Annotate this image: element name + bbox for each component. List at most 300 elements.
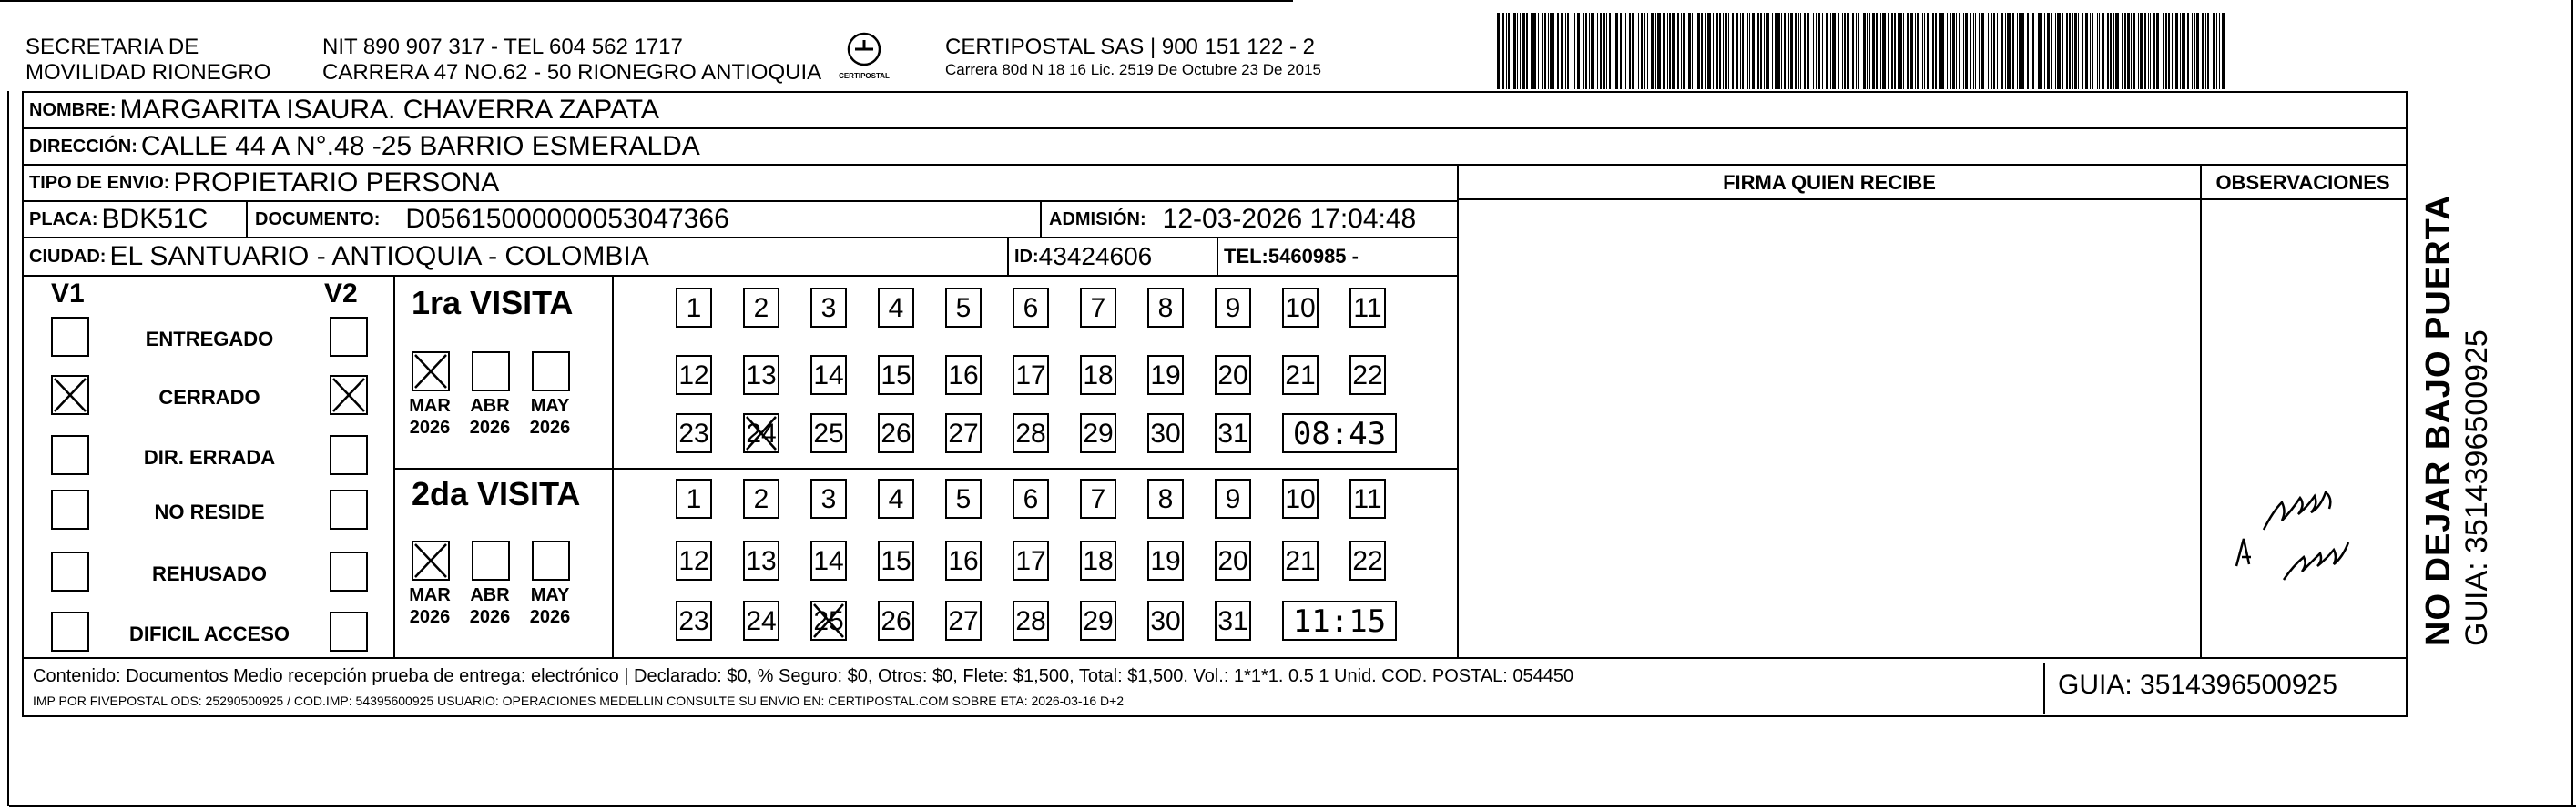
barcode-bar [2187,13,2189,89]
day-cross-mark [812,602,845,650]
barcode-bar [1832,13,1836,89]
barcode-bar [1502,13,1504,89]
barcode-bar [1991,13,1992,89]
day-box-7[interactable]: 7 [1080,479,1116,519]
documento-value: D05615000000053047366 [405,204,729,234]
barcode-bar [1818,13,1820,89]
barcode-bar [1804,13,1806,89]
placa-row [24,202,1457,238]
barcode-bar [1553,13,1554,89]
year-label: 2026 [409,607,451,627]
v1-checkbox-0[interactable] [51,317,89,357]
day-box-13[interactable]: 13 [743,541,779,581]
v2-checkbox-5[interactable] [330,612,368,652]
barcode-bar [2153,13,2155,89]
visit-1-title: 1ra VISITA [412,284,574,321]
admision-cell [1040,202,1457,237]
logo-text: CERTIPOSTAL [839,72,890,80]
day-box-9[interactable]: 9 [1215,479,1251,519]
barcode-bar [1952,13,1955,89]
barcode-bar [2074,13,2077,89]
barcode-bar [2124,13,2126,89]
barcode-bar [2038,13,2041,89]
day-box-5[interactable]: 5 [945,479,982,519]
barcode-bar [1924,13,1925,89]
day-box-7[interactable]: 7 [1080,288,1116,328]
barcode-bar [2165,13,2167,89]
day-box-22[interactable]: 22 [1349,541,1386,581]
v1-checkbox-2[interactable] [51,435,89,475]
day-box-31[interactable]: 31 [1215,413,1251,453]
barcode-bar [2044,13,2045,89]
barcode-bar [1740,13,1741,89]
barcode-bar [1565,13,1566,89]
barcode-bar [1880,13,1881,89]
month-checkbox-may[interactable] [532,351,570,391]
barcode-bar [1935,13,1937,89]
barcode-bar [1830,13,1831,89]
tel-label: TEL: [1224,245,1268,268]
barcode-bar [1517,13,1518,89]
day-box-10[interactable]: 10 [1282,479,1319,519]
tipo-value: PROPIETARIO PERSONA [173,167,500,197]
id-value: 43424606 [1038,242,1153,270]
documento-cell [248,204,1040,235]
barcode-bar [1899,13,1902,89]
visit-2-divider [612,470,614,657]
day-box-10[interactable]: 10 [1282,288,1319,328]
time-box[interactable]: 08:43 [1282,413,1397,453]
day-box-23[interactable]: 23 [676,413,712,453]
barcode-bar [1716,13,1718,89]
barcode-bar [2066,13,2068,89]
barcode-bar [1625,13,1626,89]
barcode-bar [2196,13,2199,89]
status-label: CERRADO [158,386,260,409]
barcode-bar [1542,13,1543,89]
day-box-12[interactable]: 12 [676,541,712,581]
status-label: DIFICIL ACCESO [128,623,290,645]
barcode-bar [1752,13,1755,89]
day-box-26[interactable]: 26 [878,413,914,453]
day-box-6[interactable]: 6 [1013,288,1049,328]
day-box-24[interactable]: 24 [743,601,779,641]
barcode-bar [1888,13,1889,89]
barcode-bar [1950,13,1951,89]
barcode-bar [2133,13,2135,89]
day-box-14[interactable]: 14 [810,355,847,395]
handwriting-signature [2200,348,2406,621]
day-box-19[interactable]: 19 [1147,355,1184,395]
day-box-20[interactable]: 20 [1215,355,1251,395]
side-line1: NO DEJAR BAJO PUERTA [2419,194,2458,646]
barcode-bar [1973,13,1974,89]
barcode-bar [1847,13,1849,89]
side-line2: GUIA: 3514396500925 [2459,329,2494,646]
v2-checkbox-1[interactable] [330,375,368,415]
barcode-bar [1981,13,1984,89]
barcode-bar [1574,13,1575,89]
barcode-bar [1615,13,1618,89]
barcode-bar [2150,13,2151,89]
barcode-bar [1959,13,1960,89]
v2-checkbox-0[interactable] [330,317,368,357]
v2-checkbox-3[interactable] [330,490,368,530]
footer [24,657,2406,715]
barcode-bar [1577,13,1580,89]
v2-checkbox-4[interactable] [330,552,368,592]
day-box-23[interactable]: 23 [676,601,712,641]
barcode-bar [1882,13,1886,89]
day-box-1[interactable]: 1 [676,288,712,328]
barcode-bar [1538,13,1539,89]
v1-checkbox-3[interactable] [51,490,89,530]
barcode-bar [1672,13,1675,89]
barcode-bar [2192,13,2193,89]
month-label: ABR [470,396,510,416]
day-box-4[interactable]: 4 [878,479,914,519]
month-checkbox-mar[interactable] [412,351,450,391]
barcode-bar [2047,13,2050,89]
day-box-3[interactable]: 3 [810,479,847,519]
year-label: 2026 [529,418,571,438]
barcode-bar [1681,13,1682,89]
month-checkbox-abr[interactable] [472,351,510,391]
barcode-bar [1826,13,1828,89]
day-box-8[interactable]: 8 [1147,288,1184,328]
barcode-bar [1747,13,1748,89]
barcode-bar [1795,13,1797,89]
day-box-8[interactable]: 8 [1147,479,1184,519]
day-box-18[interactable]: 18 [1080,541,1116,581]
day-box-12[interactable]: 12 [676,355,712,395]
month-checkbox-abr[interactable] [472,541,510,581]
barcode-bar [1903,13,1904,89]
barcode-bar [1766,13,1769,89]
barcode-bar [2078,13,2079,89]
guia-text: GUIA: 3514396500925 [2058,670,2337,700]
visit-1-divider [612,277,614,468]
barcode-bar [2107,13,2109,89]
v2-checkbox-2[interactable] [330,435,368,475]
month-label: MAY [530,396,570,416]
issuer-line1: SECRETARIA DE [25,35,199,59]
barcode-bar [2222,13,2225,89]
barcode-bar [2001,13,2003,89]
barcode-bar [1898,13,1899,89]
barcode-bar [2213,13,2215,89]
day-box-2[interactable]: 2 [743,479,779,519]
barcode-bar [1764,13,1765,89]
barcode-bar [2131,13,2132,89]
barcode-bar [2032,13,2034,89]
barcode-bar [2140,13,2143,89]
day-box-19[interactable]: 19 [1147,541,1184,581]
barcode-bar [1872,13,1875,89]
barcode-bar [1655,13,1656,89]
day-box-27[interactable]: 27 [945,413,982,453]
barcode-bar [1638,13,1639,89]
barcode-bar [1777,13,1780,89]
barcode-bar [2182,13,2185,89]
direccion-label: DIRECCIÓN: [29,136,137,157]
day-box-18[interactable]: 18 [1080,355,1116,395]
barcode-bar [1522,13,1525,89]
barcode-bar [1677,13,1679,89]
year-label: 2026 [529,607,571,627]
day-box-5[interactable]: 5 [945,288,982,328]
barcode-bar [1894,13,1896,89]
day-box-30[interactable]: 30 [1147,413,1184,453]
barcode-bar [1531,13,1532,89]
day-box-28[interactable]: 28 [1013,601,1049,641]
barcode-bar [1749,13,1750,89]
day-box-29[interactable]: 29 [1080,601,1116,641]
barcode-bar [1713,13,1714,89]
barcode-bar [1647,13,1648,89]
observaciones-column [2200,166,2406,657]
year-label: 2026 [469,607,511,627]
day-box-24[interactable]: 24 [743,413,779,453]
day-box-30[interactable]: 30 [1147,601,1184,641]
year-label: 2026 [409,418,451,438]
barcode-bar [2207,13,2209,89]
day-box-25[interactable]: 25 [810,601,847,641]
day-box-15[interactable]: 15 [878,355,914,395]
barcode-bar [2051,13,2052,89]
day-box-17[interactable]: 17 [1013,355,1049,395]
barcode-bar [2072,13,2073,89]
barcode-bar [1975,13,1976,89]
barcode-bar [1641,13,1643,89]
day-box-22[interactable]: 22 [1349,355,1386,395]
month-caption [402,395,457,439]
contenido-text: Contenido: Documentos Medio recepción prueba de entrega: electrónico | Declarado: $0, % Seguro: $0, Otros: $0, Flete: $1,500, Total: $1,500. Vol.: 1*1*1. 0.5 1 Unid. COD. POSTAL: 054450 [33,666,1574,686]
month-caption [523,395,577,439]
top-rule [0,0,1293,2]
barcode-bar [1597,13,1598,89]
barcode-bar [2041,13,2042,89]
month-caption [523,584,577,628]
company-block [945,35,1321,80]
barcode-bar [1620,13,1622,89]
barcode-bar [2115,13,2119,89]
barcode-bar [1932,13,1934,89]
month-checkbox-mar[interactable] [412,541,450,581]
id-cell [1007,238,1217,275]
day-box-3[interactable]: 3 [810,288,847,328]
ciudad-value: EL SANTUARIO - ANTIOQUIA - COLOMBIA [109,241,649,271]
barcode-bar [2127,13,2130,89]
guia-box [2043,663,2406,714]
barcode-bar [1822,13,1823,89]
barcode-bar [1775,13,1777,89]
barcode-bar [1707,13,1711,89]
status-label: DIR. ERRADA [143,446,276,469]
barcode-bar [1589,13,1590,89]
barcode-bar [1591,13,1594,89]
day-box-21[interactable]: 21 [1282,541,1319,581]
tipo-row [24,166,1457,202]
barcode-bar [1781,13,1782,89]
barcode-bar [1692,13,1693,89]
barcode-bar [1705,13,1706,89]
barcode-bar [1988,13,1989,89]
ciudad-label: CIUDAD: [29,246,107,267]
month-label: MAY [530,585,570,605]
day-box-16[interactable]: 16 [945,541,982,581]
firma-column [1457,166,2202,657]
barcode-bar [1506,13,1507,89]
barcode-bar [2055,13,2056,89]
placa-label: PLACA: [29,208,98,229]
month-label: MAR [409,585,451,605]
issuer-contact [322,35,821,86]
observaciones-label: OBSERVACIONES [2200,166,2406,200]
firma-label: FIRMA QUIEN RECIBE [1459,166,2200,200]
barcode-bar [2113,13,2114,89]
day-box-20[interactable]: 20 [1215,541,1251,581]
day-box-25[interactable]: 25 [810,413,847,453]
day-box-29[interactable]: 29 [1080,413,1116,453]
barcode-bar [2099,13,2100,89]
barcode-bar [2092,13,2093,89]
v1-checkbox-5[interactable] [51,612,89,652]
barcode-bar [2007,13,2011,89]
barcode-bar [1719,13,1721,89]
barcode-bar [1963,13,1964,89]
day-box-4[interactable]: 4 [878,288,914,328]
day-box-28[interactable]: 28 [1013,413,1049,453]
day-box-16[interactable]: 16 [945,355,982,395]
barcode-bar [1867,13,1868,89]
day-box-27[interactable]: 27 [945,601,982,641]
day-box-17[interactable]: 17 [1013,541,1049,581]
barcode-bar [2102,13,2104,89]
barcode-bar [1688,13,1691,89]
barcode-bar [1585,13,1587,89]
barcode-bar [1632,13,1634,89]
barcode-bar [2017,13,2018,89]
barcode [1497,13,2225,89]
barcode-bar [2090,13,2091,89]
barcode-bar [1915,13,1916,89]
barcode-bar [2138,13,2139,89]
barcode-bar [2069,13,2071,89]
visit-2-panel [395,470,1457,657]
barcode-bar [2019,13,2021,89]
month-label: ABR [470,585,510,605]
placa-cell [24,202,248,237]
month-caption [463,584,517,628]
issuer-block [25,35,270,86]
barcode-bar [2205,13,2206,89]
right-rule [2571,0,2573,806]
barcode-bar [1858,13,1859,89]
barcode-bar [1917,13,1919,89]
nit-line: NIT 890 907 317 - TEL 604 562 1717 [322,35,683,59]
status-label: NO RESIDE [154,501,265,523]
barcode-bar [1757,13,1759,89]
placa-value: BDK51C [101,204,209,234]
barcode-bar [2062,13,2063,89]
v1-checkbox-4[interactable] [51,552,89,592]
issuer-line2: MOVILIDAD RIONEGRO [25,60,271,85]
day-box-1[interactable]: 1 [676,479,712,519]
barcode-bar [1842,13,1843,89]
barcode-bar [1922,13,1923,89]
status-label: ENTREGADO [145,328,274,350]
day-box-21[interactable]: 21 [1282,355,1319,395]
barcode-bar [1742,13,1744,89]
barcode-bar [1772,13,1773,89]
barcode-bar [1667,13,1668,89]
ciudad-cell [24,241,1007,272]
barcode-bar [2148,13,2149,89]
barcode-bar [2005,13,2006,89]
barcode-bar [2085,13,2088,89]
day-box-14[interactable]: 14 [810,541,847,581]
month-caption [463,395,517,439]
barcode-bar [2057,13,2061,89]
barcode-bar [1629,13,1631,89]
year-label: 2026 [469,418,511,438]
barcode-bar [1520,13,1521,89]
barcode-bar [1891,13,1893,89]
barcode-bar [2194,13,2195,89]
certipostal-logo [832,31,896,87]
barcode-bar [1947,13,1948,89]
day-box-15[interactable]: 15 [878,541,914,581]
barcode-bar [1548,13,1549,89]
barcode-bar [1557,13,1559,89]
day-box-13[interactable]: 13 [743,355,779,395]
barcode-bar [1869,13,1870,89]
barcode-bar [2180,13,2181,89]
barcode-bar [1725,13,1727,89]
day-box-11[interactable]: 11 [1349,288,1386,328]
visit-2-title: 2da VISITA [412,475,581,512]
day-box-2[interactable]: 2 [743,288,779,328]
barcode-bar [1567,13,1569,89]
day-box-11[interactable]: 11 [1349,479,1386,519]
barcode-bar [2012,13,2014,89]
month-label: MAR [409,396,451,416]
day-box-9[interactable]: 9 [1215,288,1251,328]
barcode-bar [1736,13,1738,89]
barcode-bar [2021,13,2024,89]
barcode-bar [1609,13,1611,89]
day-box-26[interactable]: 26 [878,601,914,641]
v1-checkbox-1[interactable] [51,375,89,415]
barcode-bar [1800,13,1801,89]
barcode-bar [2219,13,2220,89]
barcode-bar [1807,13,1809,89]
v2-label: V2 [324,278,358,309]
barcode-bar [1760,13,1762,89]
month-checkbox-may[interactable] [532,541,570,581]
admision-value: 12-03-2026 17:04:48 [1162,204,1417,234]
nombre-value: MARGARITA ISAURA. CHAVERRA ZAPATA [119,95,659,125]
documento-label: DOCUMENTO: [255,208,381,229]
id-label: ID: [1014,246,1039,267]
barcode-bar [1532,13,1536,89]
barcode-bar [1838,13,1839,89]
day-box-31[interactable]: 31 [1215,601,1251,641]
time-box[interactable]: 11:15 [1282,601,1397,641]
barcode-bar [1910,13,1913,89]
day-box-6[interactable]: 6 [1013,479,1049,519]
